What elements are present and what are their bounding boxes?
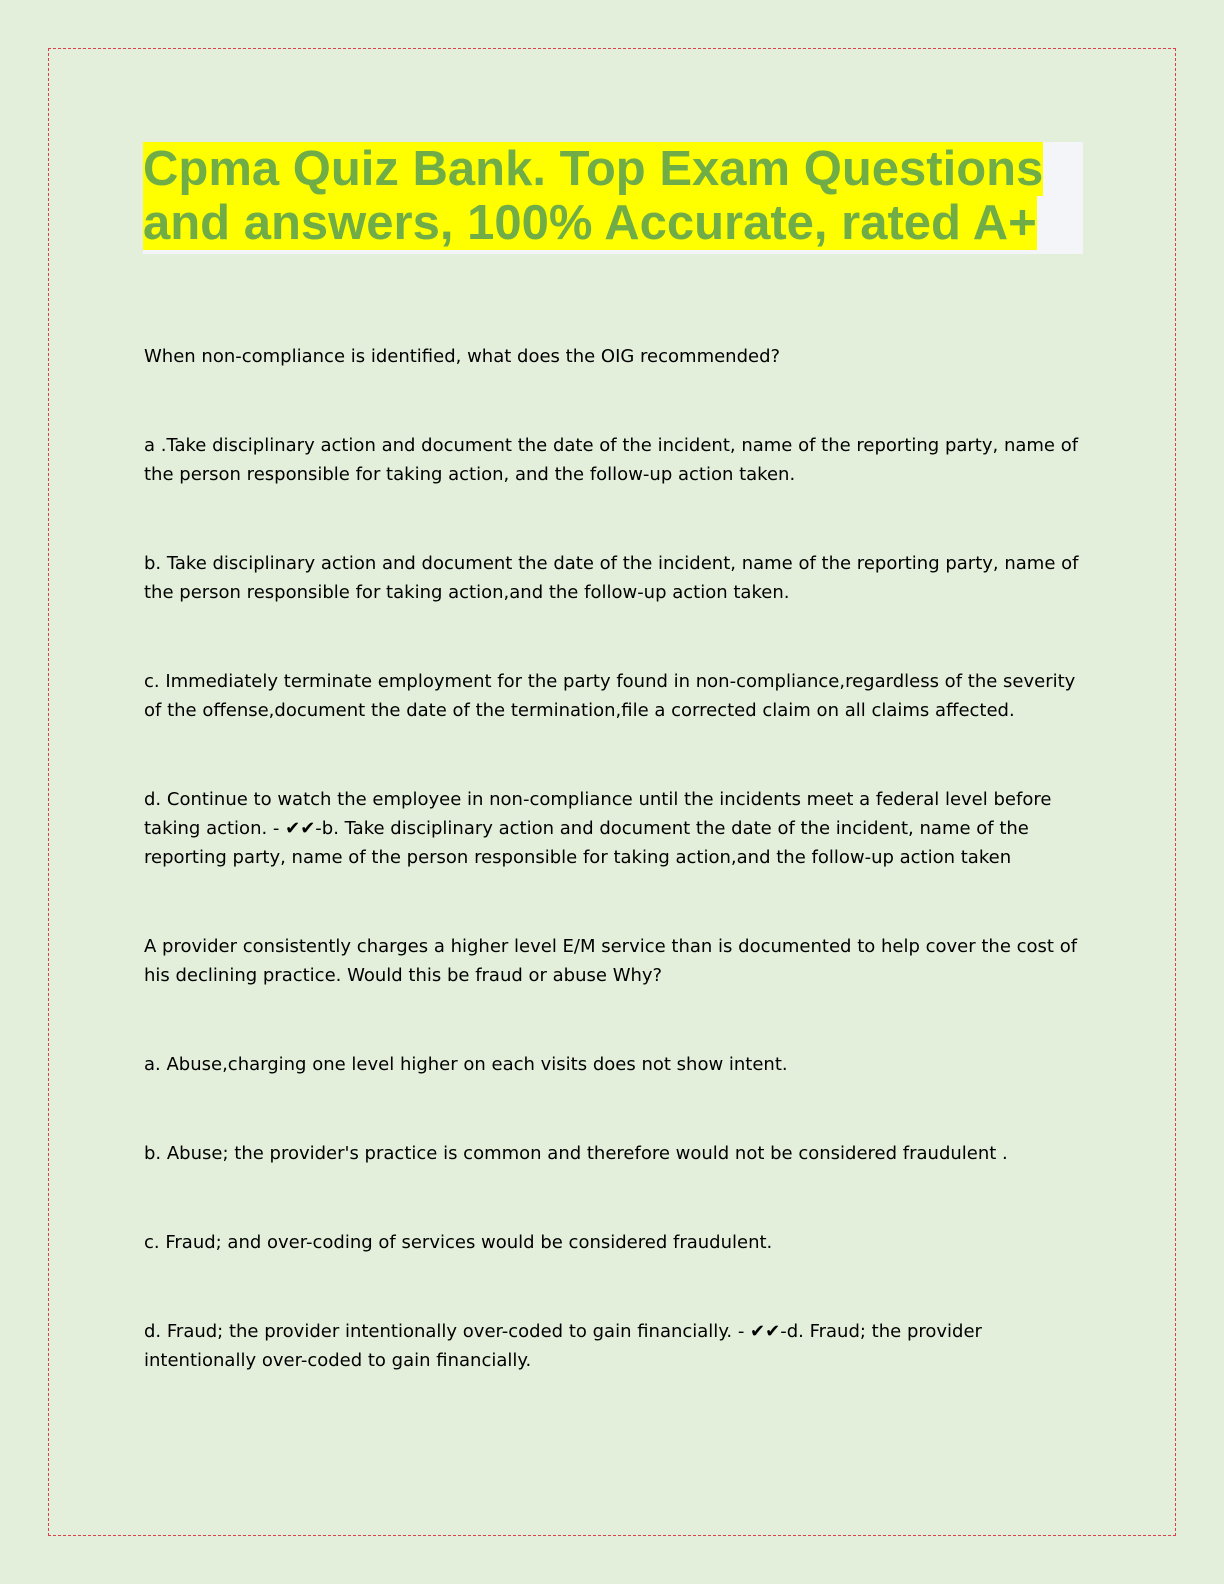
question-2-option-c: c. Fraud; and over-coding of services would be considered fraudulent. [144,1232,773,1253]
question-2-option-d-answer: d. Fraud; the provider intentionally over-coded to gain financially. - ✔✔-d. Fraud; the provider intentionally over-coded to gain financially. [144,1321,982,1371]
question-1-option-b: b. Take disciplinary action and document the date of the incident, name of the reporting party, name of the person responsible for taking action,and the follow-up action taken. [144,553,1079,603]
title-block [143,142,1083,254]
question-1-option-a: a .Take disciplinary action and document the date of the incident, name of the reporting party, name of the person responsible for taking action, and the follow-up action taken. [144,435,1079,485]
document-body [144,342,1084,1435]
document-title [143,142,1083,250]
question-2: A provider consistently charges a higher level E/M service than is documented to help cover the cost of his declining practice. Would this be fraud or abuse Why? [144,936,1078,986]
question-1: When non-compliance is identified, what does the OIG recommended? [144,346,781,367]
question-2-option-b: b. Abuse; the provider's practice is common and therefore would not be considered fraudulent . [144,1143,1008,1164]
question-1-option-c: c. Immediately terminate employment for the party found in non-compliance,regardless of the severity of the offense,document the date of the termination,file a corrected claim on all claims affected. [144,671,1076,721]
document-title-text: Cpma Quiz Bank. Top Exam Questions and answers, 100% Accurate, rated A+ [143,142,1044,250]
question-2-option-a: a. Abuse,charging one level higher on each visits does not show intent. [144,1054,788,1075]
question-1-option-d-answer: d. Continue to watch the employee in non-compliance until the incidents meet a federal level before taking action. - ✔✔-b. Take disciplinary action and document the date of the incident, name of the reporting party, name of the person responsible for taking action,and the follow-up action taken [144,789,1052,868]
